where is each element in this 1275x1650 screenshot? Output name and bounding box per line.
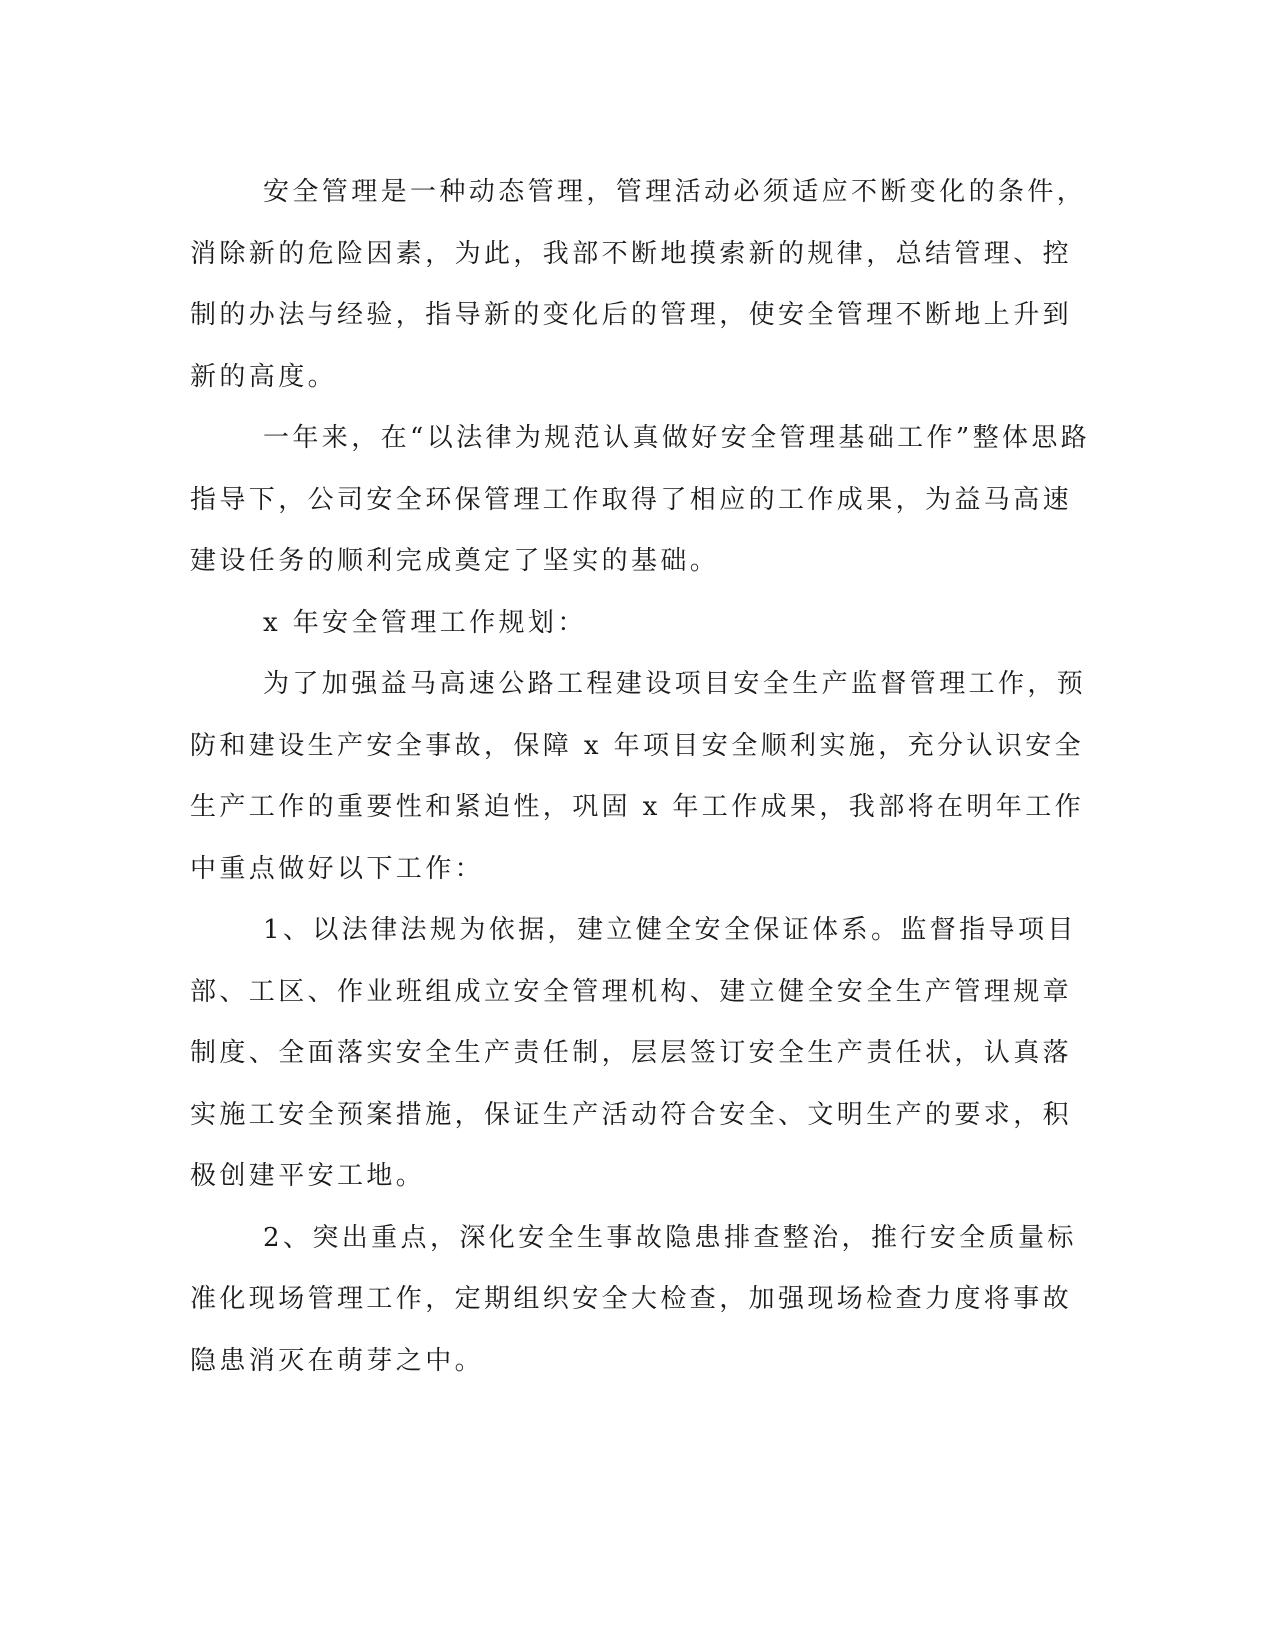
paragraph-dynamic-management	[190, 162, 1087, 408]
text-line: 为了加强益马高速公路工程建设项目安全生产监督管理工作，预	[263, 669, 1087, 699]
section-heading-plan	[190, 593, 1075, 655]
text-line: 一年来，在“以法律为规范认真做好安全管理基础工作”整体思路	[263, 423, 1091, 453]
text-line: 准化现场管理工作，定期组织安全大检查，加强现场检查力度将事故	[190, 1284, 1073, 1314]
text-line: 建设任务的顺利完成奠定了坚实的基础。	[190, 546, 720, 576]
text-line: 生产工作的重要性和紧迫性，巩固 x 年工作成果，我部将在明年工作	[190, 792, 1084, 822]
document-body	[190, 162, 1091, 1392]
text-line: 中重点做好以下工作：	[190, 853, 485, 884]
text-line: 2、突出重点，深化安全生事故隐患排查整治，推行安全质量标	[263, 1222, 1077, 1253]
text-line: 实施工安全预案措施，保证生产活动符合安全、文明生产的要求，积	[190, 1099, 1073, 1130]
text-line: 部、工区、作业班组成立安全管理机构、建立健全安全生产管理规章	[190, 976, 1073, 1007]
text-line: x 年安全管理工作规划：	[263, 607, 587, 638]
text-line: 指导下，公司安全环保管理工作取得了相应的工作成果，为益马高速	[190, 484, 1073, 515]
text-line: 防和建设生产安全事故，保障 x 年项目安全顺利实施，充分认识安全	[190, 730, 1084, 761]
text-line: 隐患消灭在萌芽之中。	[190, 1345, 485, 1376]
text-line: 制的办法与经验，指导新的变化后的管理，使安全管理不断地上升到	[190, 300, 1073, 330]
text-line: 安全管理是一种动态管理，管理活动必须适应不断变化的条件，	[263, 177, 1087, 207]
text-line: 新的高度。	[190, 361, 338, 392]
text-line: 极创建平安工地。	[190, 1161, 426, 1191]
paragraph-year-summary	[190, 408, 1091, 593]
list-item-2	[190, 1208, 1075, 1393]
text-line: 消除新的危险因素，为此，我部不断地摸索新的规律，总结管理、控	[190, 238, 1073, 269]
list-item-1	[190, 900, 1075, 1208]
text-line: 1、以法律法规为依据，建立健全安全保证体系。监督指导项目	[263, 915, 1077, 945]
text-line: 制度、全面落实安全生产责任制，层层签订安全生产责任状，认真落	[190, 1038, 1073, 1068]
paragraph-plan-intro	[190, 654, 1087, 900]
